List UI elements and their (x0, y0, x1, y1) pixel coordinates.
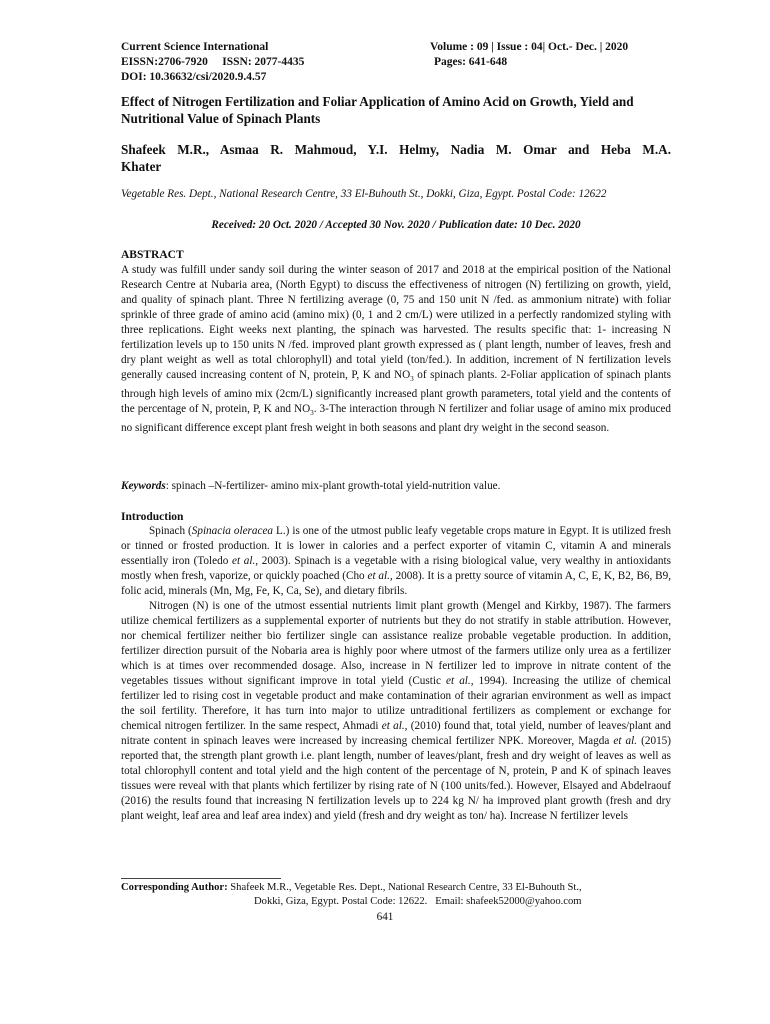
doi-line: DOI: 10.36632/csi/2020.9.4.57 (121, 71, 267, 83)
page-number: 641 (376, 911, 394, 923)
intro-text: Spinach ( (149, 525, 192, 537)
corresponding-label: Corresponding Author: (121, 882, 228, 893)
pages-line: Pages: 641-648 (434, 56, 508, 68)
intro-text: 2008). It is a pretty source of vitamin A, C, E, K, B2, B6, B9, folic acid, minerals (Mn, Mg, Fe, K, Ca, Se), and dietary fibrils. (121, 570, 671, 597)
keywords-text: : spinach –N-fertilizer- amino mix-plant growth-total yield-nutrition value. (165, 480, 501, 492)
citation-etal: et al., (381, 720, 408, 732)
corresponding-line-2: Dokki, Giza, Egypt. Postal Code: 12622. Email: shafeek52000@yahoo.com (254, 895, 582, 907)
keywords-label: Keywords (121, 480, 166, 492)
abstract-sub-a: 3 (410, 375, 414, 384)
journal-header-left (121, 40, 421, 85)
footnote-divider (121, 878, 281, 879)
citation-etal: et al. (613, 735, 638, 747)
author-list (121, 141, 671, 175)
authors-line-2: Khater (121, 159, 162, 174)
keywords (121, 479, 671, 494)
issn-line: EISSN:2706-7920 ISSN: 2077-4435 (121, 56, 305, 68)
corresponding-author (121, 881, 671, 908)
intro-text: Nitrogen (N) is one of the utmost essential nutrients limit plant growth (Mengel and Kirkby, 1987). The farmers utilize chemical fertilizers as a supplemental exporter of nutrients but they do not stratify in stable attribution. However, nor chemical fertilizer neither bio fertilizer single can assistance realize probable vegetable production. In addition, fertilizer direction pursuit of the Nobaria area is highly poor where utmost of the farmers utilize only urea as a fertilizer which is at times over recommended dosage. Also, increase in N fertilizer led to improve in nitrate content of the vegetables tissues without significant improve in total yield (Custic (121, 600, 671, 687)
abstract-body (121, 263, 671, 436)
publication-dates: Received: 20 Oct. 2020 / Accepted 30 Nov. 2020 / Publication date: 10 Dec. 2020 (211, 219, 581, 231)
introduction-heading: Introduction (121, 511, 184, 523)
intro-paragraph-2 (121, 599, 671, 824)
citation-etal: et al., (446, 675, 474, 687)
citation-etal: et al., (232, 555, 259, 567)
journal-name: Current Science International (121, 41, 269, 53)
intro-text: 1994). Increasing the utilize of chemical fertilizer led to rising cost in vegetable product and make contamination of their agrarian environment as well as impact the soil fertility. Therefore, it has turn into major to utilize untraditional fertilizers as complement or exchange for chemical nitrogen fertilizer. In the same respect, Ahmadi (121, 675, 671, 732)
abstract-heading: ABSTRACT (121, 249, 184, 261)
paper-title: Effect of Nitrogen Fertilization and Foliar Application of Amino Acid on Growth, Yield and Nutritional Value of Spinach Plants (121, 94, 634, 126)
species-name: Spinacia oleracea (191, 525, 274, 537)
abstract-sub-b: 3 (310, 409, 314, 418)
intro-text: (2015) reported that, the strength plant growth i.e. plant length, number of leaves/plant, fresh and dry weight of leaves as well as total chlorophyll content and total yield and the high content of the percentage of N, protein, P and K of spinach leaves tissues were reveal with that plants which fertilizer by rising rate of N (100 units/fed.). However, Elsayed and Abdelraouf (2016) the results found that increasing N fertilization levels up to 224 kg N/ ha improved plant growth (fresh and dry plant weight, leaf area and leaf area index) and yield (fresh and dry weight as ton/ ha). Increase N fertilizer levels (121, 735, 671, 822)
introduction-body (121, 524, 671, 824)
authors-line-1: Shafeek M.R., Asmaa R. Mahmoud, Y.I. Helmy, Nadia M. Omar and Heba M.A. (121, 142, 671, 157)
abstract-text-a: A study was fulfill under sandy soil during the winter season of 2017 and 2018 at the empirical position of the National Research Centre at Nubaria area, (North Egypt) to discuss the effectiveness of nitrogen (N) fertilizing on growth, yield, and quality of spinach plant. Three N fertilizing average (0, 75 and 150 unit N /fed. as ammonium nitrate) with foliar sprinkle of three grade of amino acid (amino mix) (0, 1 and 2 cm/L) were utilized in a perfectly randomized styling with three replications. Eight weeks next planting, the spinach was harvested. The results specific that: 1- increasing N fertilization levels up to 150 units N /fed. improved plant growth expressed as ( plant length, number of leaves, fresh and dry plant weight as well as total chlorophyll) and total yield (ton/fed.). In addition, increment of N fertilization levels generally caused increasing content of N, protein, P, K and NO (121, 264, 671, 381)
citation-etal: et al., (367, 570, 393, 582)
abstract-text-b: of spinach plants. 2-Foliar application of spinach plants through high levels of amino mix (2cm/L) significantly increased plant growth parameters, total yield and the contents of the percentage of N, protein, P, K and NO (121, 369, 671, 416)
journal-header-right (430, 40, 680, 70)
volume-line: Volume : 09 | Issue : 04| Oct.- Dec. | 2020 (430, 41, 629, 53)
intro-paragraph-1 (121, 524, 671, 599)
affiliation: Vegetable Res. Dept., National Research Centre, 33 El-Buhouth St., Dokki, Giza, Egypt. Postal Code: 12622 (121, 188, 607, 200)
intro-text: 2003). Spinach is a vegetable with a rising biological value, very wealthy in antioxidants mostly when fresh, vaporize, or quickly poached (Cho (121, 555, 671, 582)
abstract-text-c: . 3-The interaction through N fertilizer and foliar usage of amino mix produced no significant difference except plant fresh weight in both seasons and plant dry weight in the second season. (121, 403, 671, 435)
corresponding-line-1: Shafeek M.R., Vegetable Res. Dept., National Research Centre, 33 El-Buhouth St., (227, 882, 582, 893)
intro-text: L.) is one of the utmost public leafy vegetable crops mature in Egypt. It is utilized fresh or tinned or frosted production. It is lower in calories and a perfect exporter of vitamin C, vitamin A and minerals essentially iron (Toledo (121, 525, 671, 567)
intro-text: (2010) found that, total yield, number of leaves/plant and nitrate content in spinach leaves were increased by increasing chemical fertilizer NPK. Moreover, Magda (121, 720, 671, 747)
